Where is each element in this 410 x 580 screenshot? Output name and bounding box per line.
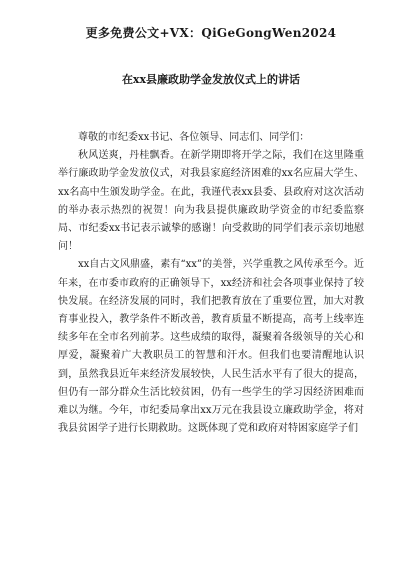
body-paragraph: 秋风送爽，丹桂飘香。在新学期即将开学之际，我们在这里隆重举行廉政助学金发放仪式，对我县家庭经济困难的xx名应届大学生、xx名高中生颁发助学金。在此，我谨代表xx县委、县政府对这次活动的举办表示热烈的祝贺！向为我县提供廉政助学资金的市纪委监察局、市纪委xx书记表示诚挚的感谢！向受救助的同学们表示亲切地慰问！ (58, 150, 364, 253)
salutation-paragraph: 尊敬的市纪委xx书记、各位领导、同志们、同学们： (78, 132, 310, 143)
promo-header: 更多免费公文+VX：QiGeGongWen2024 (85, 26, 337, 40)
body-paragraph: xx自古文风鼎盛，素有“xx”的美誉，兴学重教之风传承至今。近年来，在市委市政府的正确领导下，xx经济和社会各项事业保持了较快发展。在经济发展的同时，我们把教育放在了重要位置，加大对教育事业投入，教学条件不断改善，教育质量不断提高，高考上线率连续多年在全市名列前茅。这些成绩的取得，凝聚着各级领导的关心和厚爱，凝聚着广大教职员工的智慧和汗水。但我们也要清醒地认识到，虽然我县近年来经济发展较快，人民生活水平有了很大的提高，但仍有一部分群众生活比较贫困，仍有一些学生的学习因经济困难而难以为继。今年，市纪委局拿出xx万元在我县设立廉政助学金，将对我县贫困学子进行长期救助。这既体现了党和政府对特困家庭学子们 (58, 259, 364, 435)
document-title: 在xx县廉政助学金发放仪式上的讲话 (121, 73, 301, 86)
